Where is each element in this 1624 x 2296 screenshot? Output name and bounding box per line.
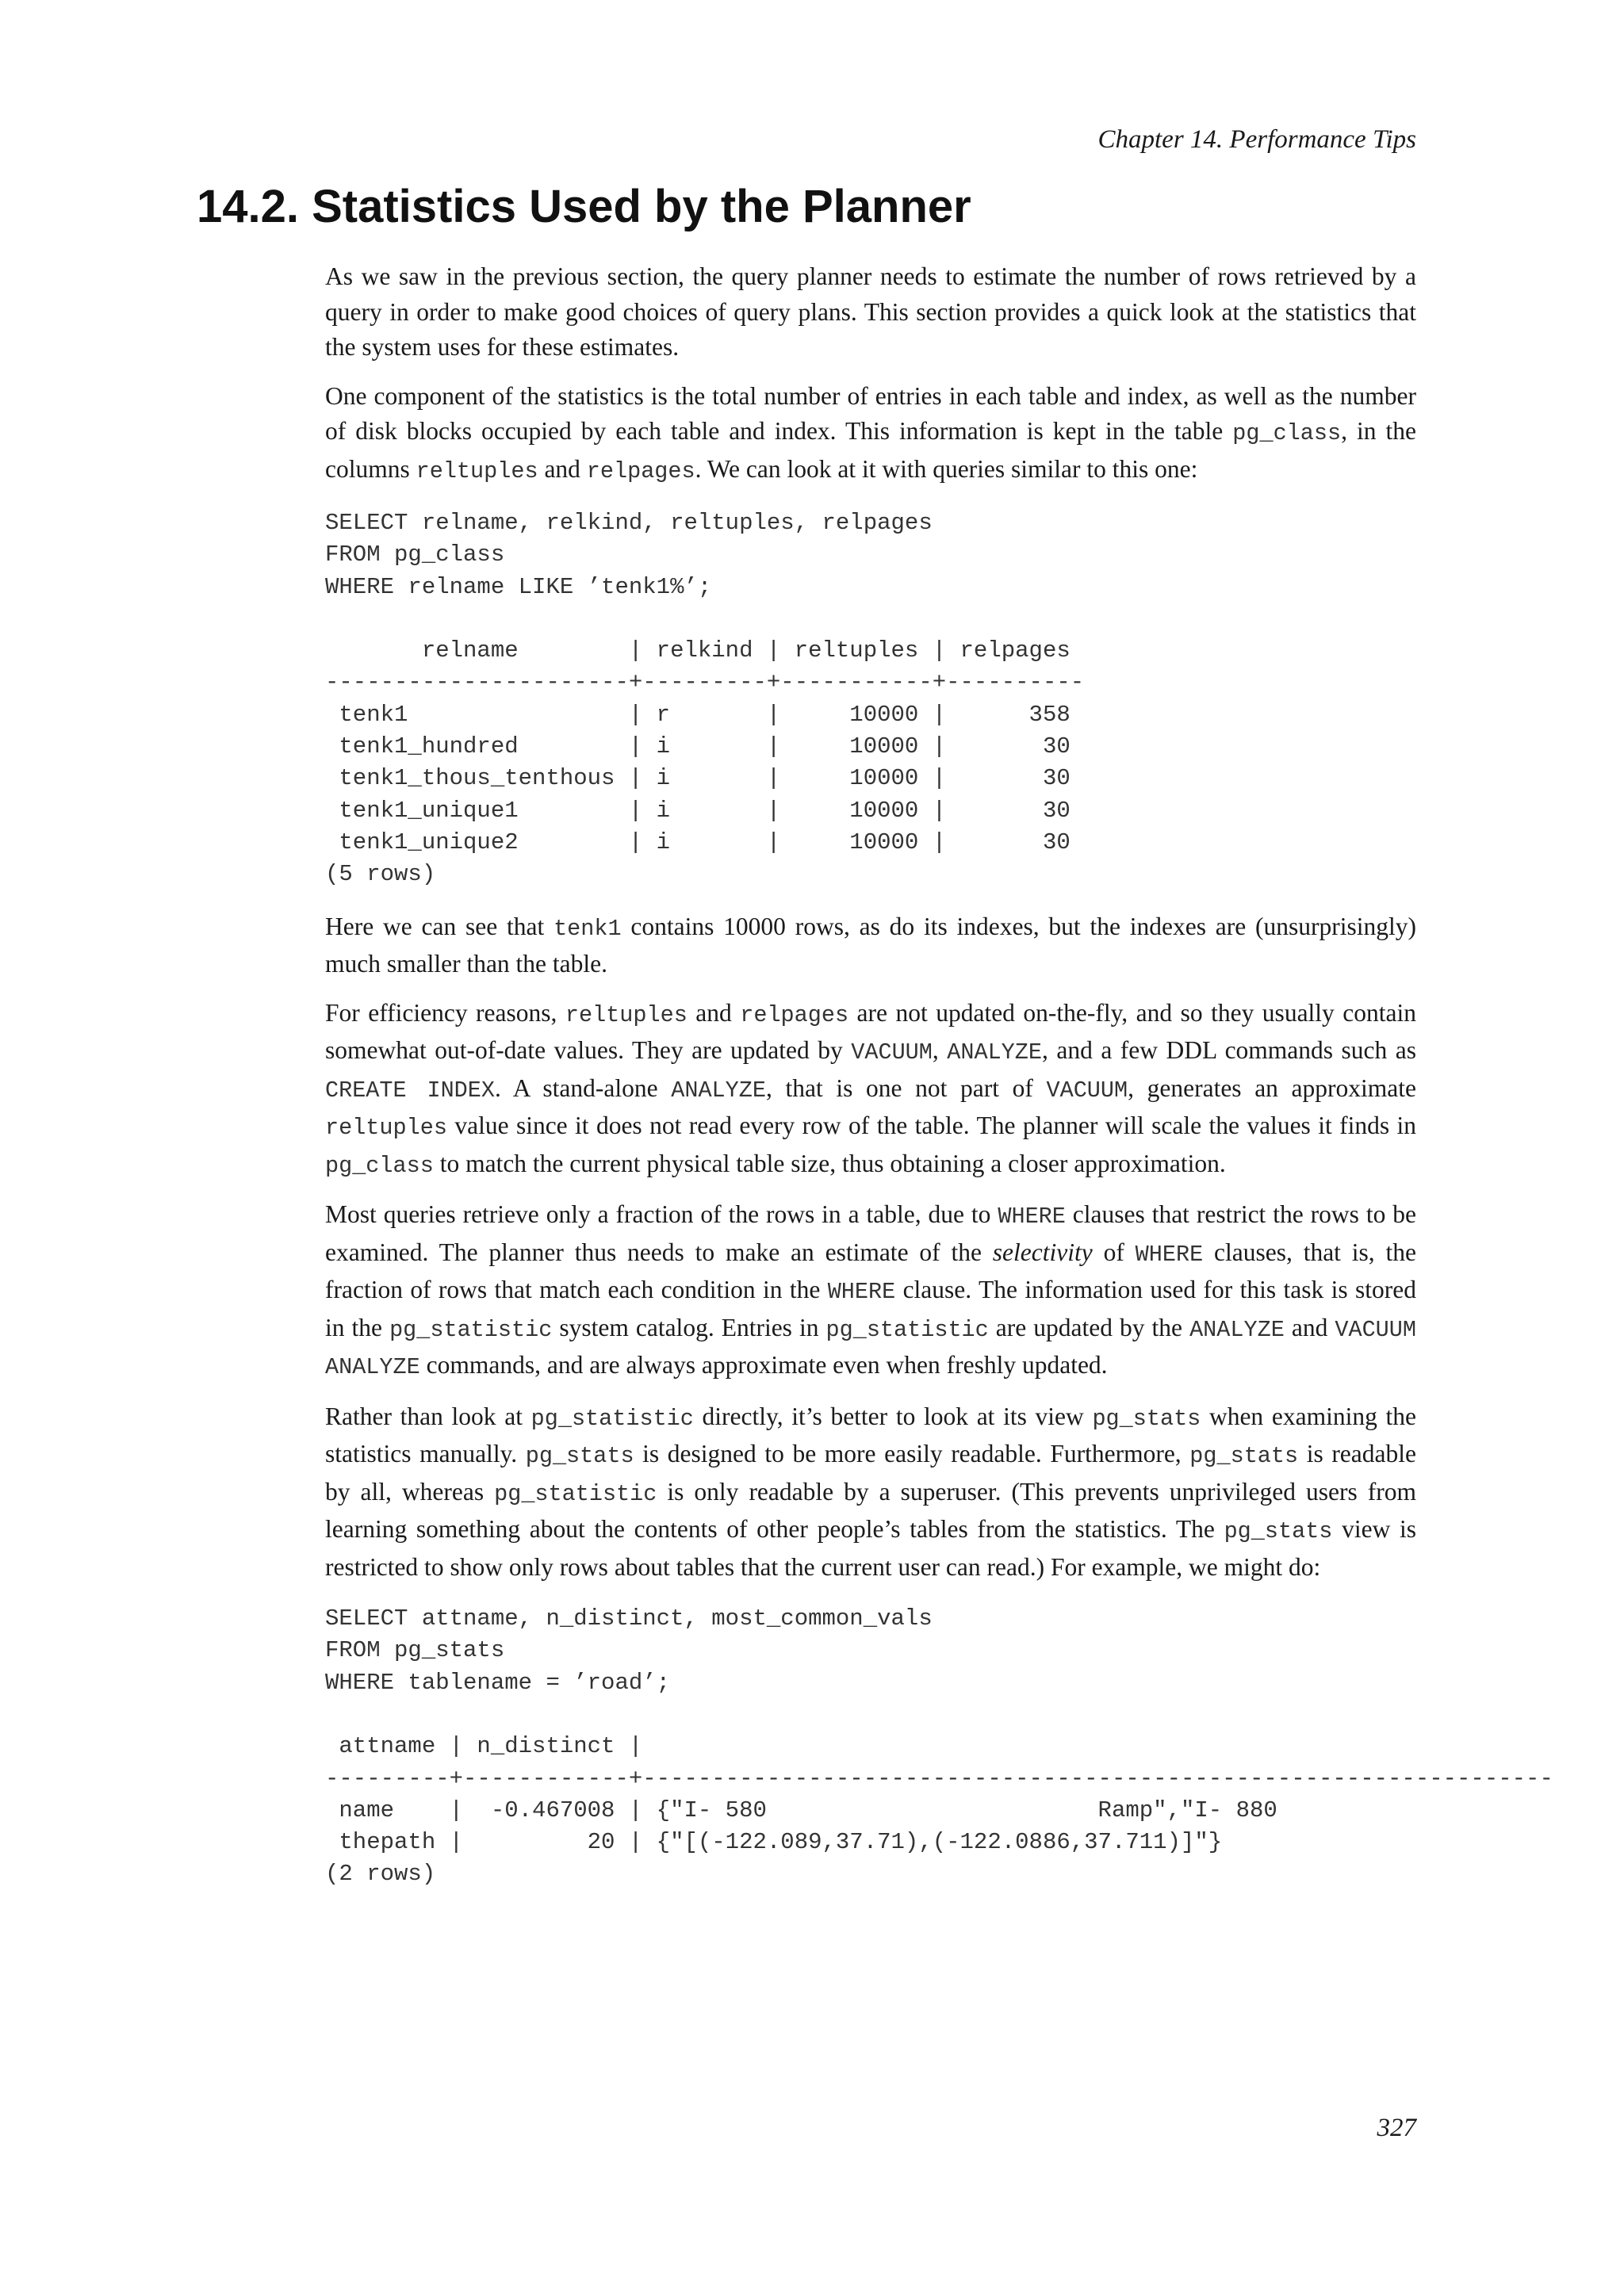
text-run: Here we can see that	[325, 912, 554, 940]
page-number: 327	[1377, 2114, 1416, 2142]
text-run: and	[687, 998, 741, 1027]
code-term: ANALYZE	[671, 1077, 766, 1104]
code-term: pg_statistic	[494, 1480, 657, 1507]
code-term: CREATE INDEX	[325, 1077, 495, 1104]
code-term: relpages	[740, 1001, 849, 1028]
paragraph-intro: As we saw in the previous section, the query planner needs to estimate the number of rows retrieved by a query in order to make good choices of query plans. This section provides a quick look at the statistics that the system uses for these estimates.	[325, 262, 1416, 361]
output-row: tenk1_thous_tenthous | i | 10000 | 30	[325, 765, 1071, 792]
code-term: VACUUM ANALYZE	[325, 1316, 1416, 1381]
output-row: tenk1_hundred | i | 10000 | 30	[325, 733, 1071, 760]
code-term: pg_stats	[1189, 1443, 1299, 1470]
text-run: For efficiency reasons,	[325, 998, 565, 1027]
text-run: commands, and are always approximate even when freshly updated.	[419, 1351, 1108, 1380]
section-title: 14.2. Statistics Used by the Planner	[197, 181, 971, 232]
code-term: reltuples	[565, 1001, 688, 1028]
text-run: , that is one not part of	[765, 1073, 1047, 1102]
code-term: WHERE	[1135, 1241, 1204, 1268]
output-row: tenk1_unique2 | i | 10000 | 30	[325, 828, 1071, 855]
code-line: FROM pg_stats	[325, 1637, 505, 1664]
code-line: SELECT relname, relkind, reltuples, relpages	[325, 510, 933, 536]
text-run: are updated by the	[988, 1313, 1190, 1341]
output-row: thepath | 20 | {"[(-122.089,37.71),(-122.0886,37.711)]"}	[325, 1829, 1223, 1856]
text-run: clauses, that is, the fraction of rows that match each condition in the	[325, 1238, 1416, 1304]
text-run: value since it does not read every row of the table. The planner will scale the values it finds in	[446, 1112, 1416, 1140]
text-run: . We can look at it with queries similar to this one:	[695, 454, 1198, 483]
text-run: view is restricted to show only rows about tables that the current user can read.) For example, we might do:	[325, 1515, 1416, 1581]
paragraph-tenk1	[325, 909, 1416, 982]
text-run: , generates an approximate	[1128, 1073, 1416, 1102]
text-run: Most queries retrieve only a fraction of the rows in a table, due to	[325, 1200, 998, 1229]
paragraph-selectivity	[325, 1197, 1416, 1386]
text-run: when examining the statistics manually.	[325, 1402, 1416, 1468]
code-term: VACUUM	[851, 1039, 933, 1066]
output-row: tenk1_unique1 | i | 10000 | 30	[325, 797, 1071, 824]
code-term: VACUUM	[1046, 1077, 1128, 1104]
text-run: clause. The information used for this task is stored in the	[325, 1276, 1417, 1341]
text-run: . A stand-alone	[495, 1073, 672, 1102]
code-block-query-2	[325, 1603, 1624, 1891]
code-term: reltuples	[416, 457, 538, 484]
output-row-count: (2 rows)	[325, 1861, 436, 1888]
code-line-blank	[325, 603, 1416, 635]
text-run: contains 10000 rows, as do its indexes, but the indexes are (unsurprisingly) much smaller than the table.	[325, 912, 1416, 978]
code-term: WHERE	[827, 1279, 896, 1306]
code-term: pg_statistic	[389, 1316, 553, 1343]
code-line: WHERE relname LIKE ’tenk1%’;	[325, 573, 712, 600]
text-run: is designed to be more easily readable. Furthermore,	[634, 1440, 1190, 1468]
code-term: pg_class	[325, 1152, 434, 1179]
code-term: ANALYZE	[947, 1039, 1042, 1066]
text-run: is only readable by a superuser. (This prevents unprivileged users from learning something about the contents of other people’s tables from the statistics. The	[325, 1477, 1416, 1544]
text-run: , in the columns	[325, 417, 1416, 483]
code-line: WHERE tablename = ’road’;	[325, 1669, 671, 1696]
running-header: Chapter 14. Performance Tips	[1097, 125, 1416, 154]
code-term: tenk1	[553, 915, 622, 942]
emphasis-term: selectivity	[992, 1238, 1093, 1266]
paragraph-pg-class	[325, 379, 1416, 490]
text-run: of	[1092, 1238, 1136, 1266]
text-run: ,	[932, 1036, 948, 1065]
output-separator: ---------+------------+------------------------------------------------------------------	[325, 1765, 1553, 1792]
code-term: ANALYZE	[1189, 1316, 1285, 1343]
output-row: name | -0.467008 | {"I- 580 Ramp","I- 880	[325, 1797, 1277, 1823]
text-run: and	[538, 454, 587, 483]
text-run: to match the current physical table size, thus obtaining a closer approximation.	[433, 1149, 1226, 1177]
text-run: One component of the statistics is the total number of entries in each table and index, as well as the number of disk blocks occupied by each table and index. This information is kept in the table	[325, 381, 1416, 445]
text-run: , and a few DDL commands such as	[1042, 1036, 1417, 1065]
code-term: pg_stats	[1092, 1405, 1201, 1432]
code-term: pg_stats	[525, 1443, 634, 1470]
code-term: pg_statistic	[530, 1405, 694, 1432]
output-header-row: attname | n_distinct |	[325, 1733, 643, 1760]
code-block-query-1	[325, 507, 1416, 891]
output-row-count: (5 rows)	[325, 861, 436, 888]
code-term: pg_stats	[1224, 1518, 1333, 1545]
paragraph-efficiency	[325, 996, 1416, 1184]
code-term: WHERE	[998, 1203, 1066, 1230]
output-row: tenk1 | r | 10000 | 358	[325, 701, 1071, 728]
paragraph-pg-stats	[325, 1399, 1416, 1586]
code-line: FROM pg_class	[325, 541, 505, 568]
code-term: reltuples	[325, 1115, 447, 1142]
output-header-row: relname | relkind | reltuples | relpages	[325, 637, 1071, 664]
text-run: Rather than look at	[325, 1402, 531, 1430]
code-term: pg_class	[1232, 420, 1342, 446]
code-line: SELECT attname, n_distinct, most_common_vals	[325, 1605, 933, 1632]
code-term: relpages	[586, 457, 695, 484]
code-line-blank	[325, 1699, 1624, 1731]
text-run: system catalog. Entries in	[552, 1313, 826, 1341]
section-body	[325, 259, 1553, 1909]
text-run: clauses that restrict the rows to be examined. The planner thus needs to make an estimate of the	[325, 1200, 1416, 1266]
output-separator: ----------------------+---------+-----------+----------	[325, 669, 1085, 696]
text-run: and	[1284, 1313, 1335, 1341]
text-run: is readable by all, whereas	[325, 1440, 1416, 1506]
text-run: are not updated on-the-fly, and so they usually contain somewhat out-of-date values. They are updated by	[325, 998, 1416, 1065]
text-run: directly, it’s better to look at its view	[693, 1402, 1093, 1430]
code-term: pg_statistic	[825, 1316, 989, 1343]
